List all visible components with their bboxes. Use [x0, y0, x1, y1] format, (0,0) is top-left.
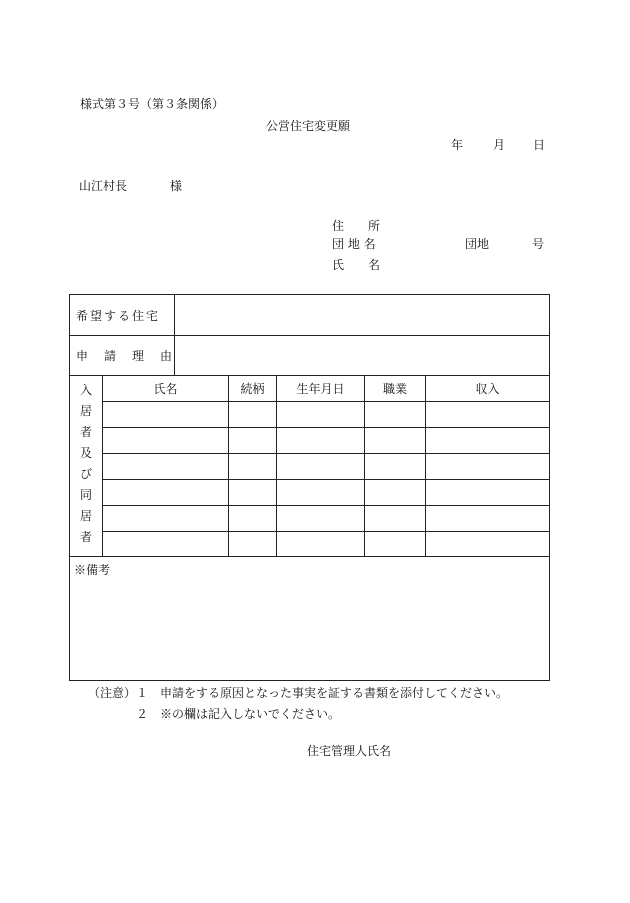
resident-relation-cell[interactable]: [229, 428, 277, 454]
note-line-1: （注意）１ 申請をする原因となった事実を証する書類を添付してください。: [88, 686, 509, 700]
applicant-name-label: 氏 名: [332, 258, 381, 272]
date-day-label: 日: [533, 138, 546, 152]
note-line-2: ２ ※の欄は記入しないでください。: [136, 707, 341, 721]
addressee-honorific: 様: [170, 179, 183, 193]
resident-name-cell[interactable]: [103, 454, 229, 480]
resident-occupation-cell[interactable]: [365, 480, 426, 506]
form-number-label: 様式第３号（第３条関係）: [80, 97, 225, 111]
resident-occupation-cell[interactable]: [365, 532, 426, 557]
desired-housing-field[interactable]: [175, 295, 550, 336]
reason-label: 申 請 理 由: [70, 336, 175, 376]
resident-relation-cell[interactable]: [229, 402, 277, 428]
danchi-suffix: 団地: [465, 237, 490, 251]
resident-name-cell[interactable]: [103, 428, 229, 454]
resident-income-cell[interactable]: [426, 532, 550, 557]
resident-income-cell[interactable]: [426, 506, 550, 532]
housing-manager-label: 住宅管理人氏名: [307, 744, 392, 758]
resident-income-cell[interactable]: [426, 480, 550, 506]
column-header-relation: 続柄: [229, 376, 277, 402]
resident-relation-cell[interactable]: [229, 454, 277, 480]
desired-housing-label: 希望する住宅: [70, 295, 175, 336]
desired-housing-row: [70, 295, 550, 336]
column-header-occupation: 職業: [365, 376, 426, 402]
resident-birthdate-cell[interactable]: [277, 532, 365, 557]
remarks-label: ※備考: [74, 563, 111, 577]
resident-name-cell[interactable]: [103, 532, 229, 557]
resident-birthdate-cell[interactable]: [277, 480, 365, 506]
resident-income-cell[interactable]: [426, 428, 550, 454]
resident-relation-cell[interactable]: [229, 506, 277, 532]
resident-occupation-cell[interactable]: [365, 454, 426, 480]
applicant-address-label: 住 所: [332, 219, 381, 233]
residents-label: 入居者及び同居者: [79, 383, 92, 544]
column-header-birthdate: 生年月日: [277, 376, 365, 402]
resident-income-cell[interactable]: [426, 454, 550, 480]
date-year-label: 年: [451, 138, 464, 152]
resident-name-cell[interactable]: [103, 506, 229, 532]
addressee-name: 山江村長: [79, 179, 128, 193]
number-suffix: 号: [532, 237, 545, 251]
table-row: [70, 454, 550, 480]
resident-birthdate-cell[interactable]: [277, 428, 365, 454]
application-table: [69, 294, 550, 681]
resident-relation-cell[interactable]: [229, 532, 277, 557]
residents-header-row: [70, 376, 550, 402]
table-row: [70, 428, 550, 454]
residents-label-cell: [70, 376, 103, 557]
resident-name-cell[interactable]: [103, 480, 229, 506]
applicant-danchi-label: 団 地 名: [332, 237, 376, 251]
remarks-cell[interactable]: [70, 557, 550, 681]
resident-birthdate-cell[interactable]: [277, 506, 365, 532]
resident-income-cell[interactable]: [426, 402, 550, 428]
table-row: [70, 480, 550, 506]
table-row: [70, 506, 550, 532]
page-title: 公営住宅変更願: [266, 119, 351, 133]
resident-occupation-cell[interactable]: [365, 402, 426, 428]
column-header-name: 氏名: [103, 376, 229, 402]
column-header-income: 収入: [426, 376, 550, 402]
resident-birthdate-cell[interactable]: [277, 402, 365, 428]
resident-name-cell[interactable]: [103, 402, 229, 428]
table-row: [70, 532, 550, 557]
resident-occupation-cell[interactable]: [365, 506, 426, 532]
reason-row: [70, 336, 550, 376]
reason-field[interactable]: [175, 336, 550, 376]
table-row: [70, 402, 550, 428]
remarks-row: [70, 557, 550, 681]
resident-relation-cell[interactable]: [229, 480, 277, 506]
date-month-label: 月: [493, 138, 506, 152]
resident-occupation-cell[interactable]: [365, 428, 426, 454]
resident-birthdate-cell[interactable]: [277, 454, 365, 480]
